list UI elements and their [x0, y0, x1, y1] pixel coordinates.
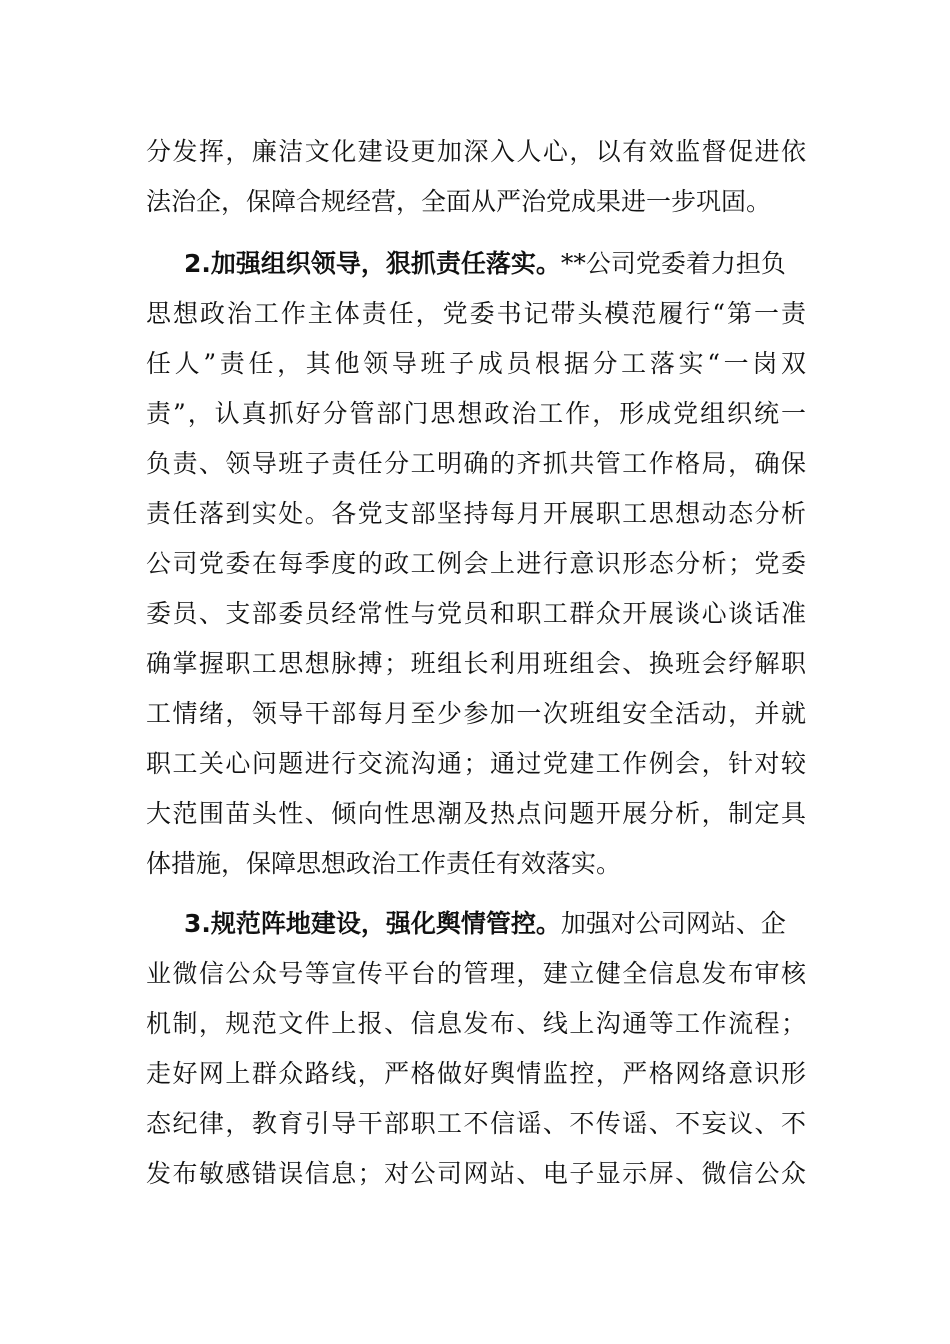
paragraph-2-line-1 [184, 244, 806, 284]
paragraph-2-line-10: 工情绪，领导干部每月至少参加一次班组安全活动，并就 [146, 699, 806, 728]
section-3-heading: 3.规范阵地建设，强化舆情管控。 [184, 909, 561, 938]
paragraph-3-line-2: 业微信公众号等宣传平台的管理，建立健全信息发布审核 [146, 959, 806, 988]
paragraph-2-line-8: 委员、支部委员经常性与党员和职工群众开展谈心谈话准 [146, 599, 806, 628]
paragraph-2-line-7: 公司党委在每季度的政工例会上进行意识形态分析；党委 [146, 549, 806, 578]
paragraph-3-line-1 [184, 904, 806, 944]
paragraph-2-line-12: 大范围苗头性、倾向性思潮及热点问题开展分析，制定具 [146, 799, 806, 828]
paragraph-2-line-4: 责”，认真抓好分管部门思想政治工作，形成党组织统一 [146, 399, 806, 428]
paragraph-3-line-5: 态纪律，教育引导干部职工不信谣、不传谣、不妄议、不 [146, 1109, 806, 1138]
paragraph-1-line-2: 法治企，保障合规经营，全面从严治党成果进一步巩固。 [146, 187, 772, 216]
paragraph-2-line-11: 职工关心问题进行交流沟通；通过党建工作例会，针对较 [146, 749, 806, 778]
paragraph-2-line-3: 任人”责任，其他领导班子成员根据分工落实“一岗双 [146, 349, 806, 378]
paragraph-1-line-1: 分发挥，廉洁文化建设更加深入人心，以有效监督促进依 [146, 137, 806, 166]
paragraph-3-line-4: 走好网上群众路线，严格做好舆情监控，严格网络意识形 [146, 1059, 806, 1088]
paragraph-3-line-3: 机制，规范文件上报、信息发布、线上沟通等工作流程； [146, 1009, 806, 1038]
paragraph-2-line-2: 思想政治工作主体责任，党委书记带头模范履行“第一责 [146, 299, 806, 328]
paragraph-3-line-6: 发布敏感错误信息；对公司网站、电子显示屏、微信公众 [146, 1159, 806, 1188]
section-2-heading: 2.加强组织领导，狠抓责任落实。 [184, 249, 561, 278]
paragraph-2-line-6: 责任落到实处。各党支部坚持每月开展职工思想动态分析 [146, 499, 806, 528]
paragraph-3-first-text: 加强对公司网站、企 [560, 909, 786, 938]
paragraph-2-line-5: 负责、领导班子责任分工明确的齐抓共管工作格局，确保 [146, 449, 806, 478]
paragraph-2-line-9: 确掌握职工思想脉搏；班组长利用班组会、换班会纾解职 [146, 649, 806, 678]
paragraph-2-first-text: **公司党委着力担负 [560, 249, 786, 278]
paragraph-2-line-13: 体措施，保障思想政治工作责任有效落实。 [146, 849, 622, 878]
